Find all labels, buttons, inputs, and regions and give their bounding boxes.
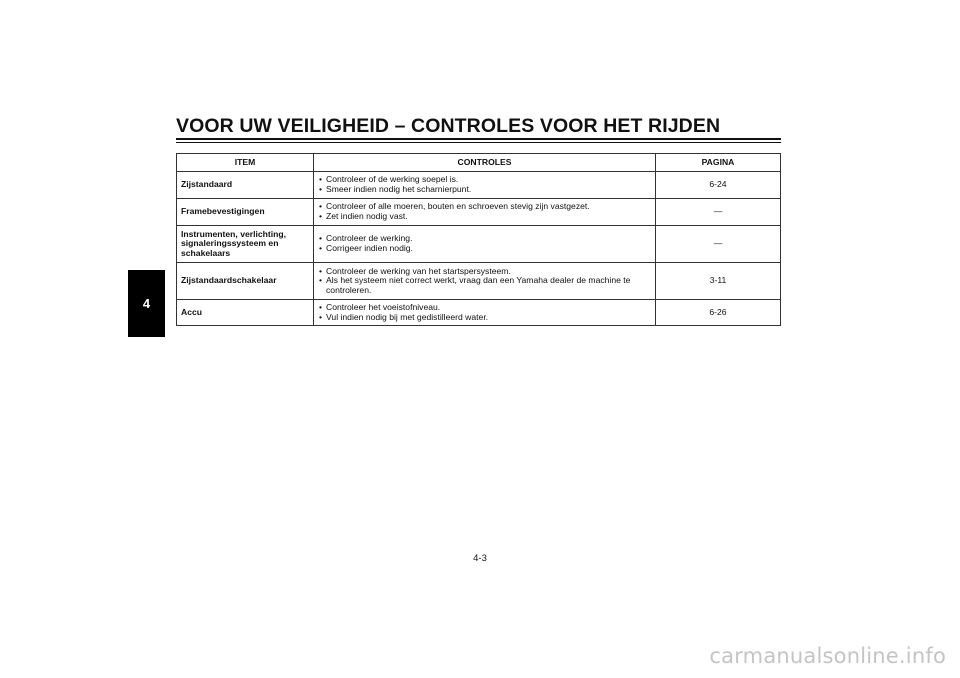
header-pagina: PAGINA (656, 154, 781, 172)
check-item: • Controleer of alle moeren, bouten en schroeven stevig zijn vastgezet. (318, 202, 651, 212)
row-item: Instrumenten, verlichting, signaleringssysteem en schakelaars (177, 226, 314, 263)
check-item: • Controleer de werking van het startspersysteem. (318, 267, 651, 277)
title-rule-thin (176, 142, 781, 143)
check-item: • Controleer of de werking soepel is. (318, 175, 651, 185)
row-item: Zijstandaardschakelaar (177, 263, 314, 300)
check-item: • Controleer het voeistofniveau. (318, 303, 651, 313)
row-item: Framebevestigingen (177, 199, 314, 226)
check-item: • Smeer indien nodig het scharnierpunt. (318, 185, 651, 195)
check-item: • Vul indien nodig bij met gedistilleerd water. (318, 313, 651, 323)
table-row (177, 263, 781, 300)
row-checks (314, 199, 656, 226)
watermark: carmanualsonline.info (709, 644, 946, 668)
chapter-tab (128, 270, 165, 337)
row-page: 6-26 (656, 300, 781, 326)
table-row (177, 226, 781, 263)
table-row (177, 172, 781, 199)
check-item: • Als het systeem niet correct werkt, vraag dan een Yamaha dealer de machine te controleren. (318, 276, 651, 295)
header-item: ITEM (177, 154, 314, 172)
page-title: VOOR UW VEILIGHEID – CONTROLES VOOR HET RIJDEN (176, 115, 721, 137)
chapter-tab-label: 4 (142, 296, 151, 311)
check-item: • Zet indien nodig vast. (318, 212, 651, 222)
row-page: 6-24 (656, 172, 781, 199)
row-page: 3-11 (656, 263, 781, 300)
header-controles: CONTROLES (314, 154, 656, 172)
row-checks (314, 172, 656, 199)
row-checks (314, 300, 656, 326)
check-item: • Controleer de werking. (318, 234, 651, 244)
row-checks (314, 263, 656, 300)
check-item: • Corrigeer indien nodig. (318, 244, 651, 254)
table-row (177, 300, 781, 326)
row-item: Accu (177, 300, 314, 326)
pre-ride-checks-table (176, 153, 781, 326)
row-page: — (656, 199, 781, 226)
row-page: — (656, 226, 781, 263)
table-row (177, 199, 781, 226)
row-item: Zijstandaard (177, 172, 314, 199)
table-header-row (177, 154, 781, 172)
row-checks (314, 226, 656, 263)
title-rule-thick (176, 138, 781, 140)
page-number: 4-3 (473, 553, 487, 564)
